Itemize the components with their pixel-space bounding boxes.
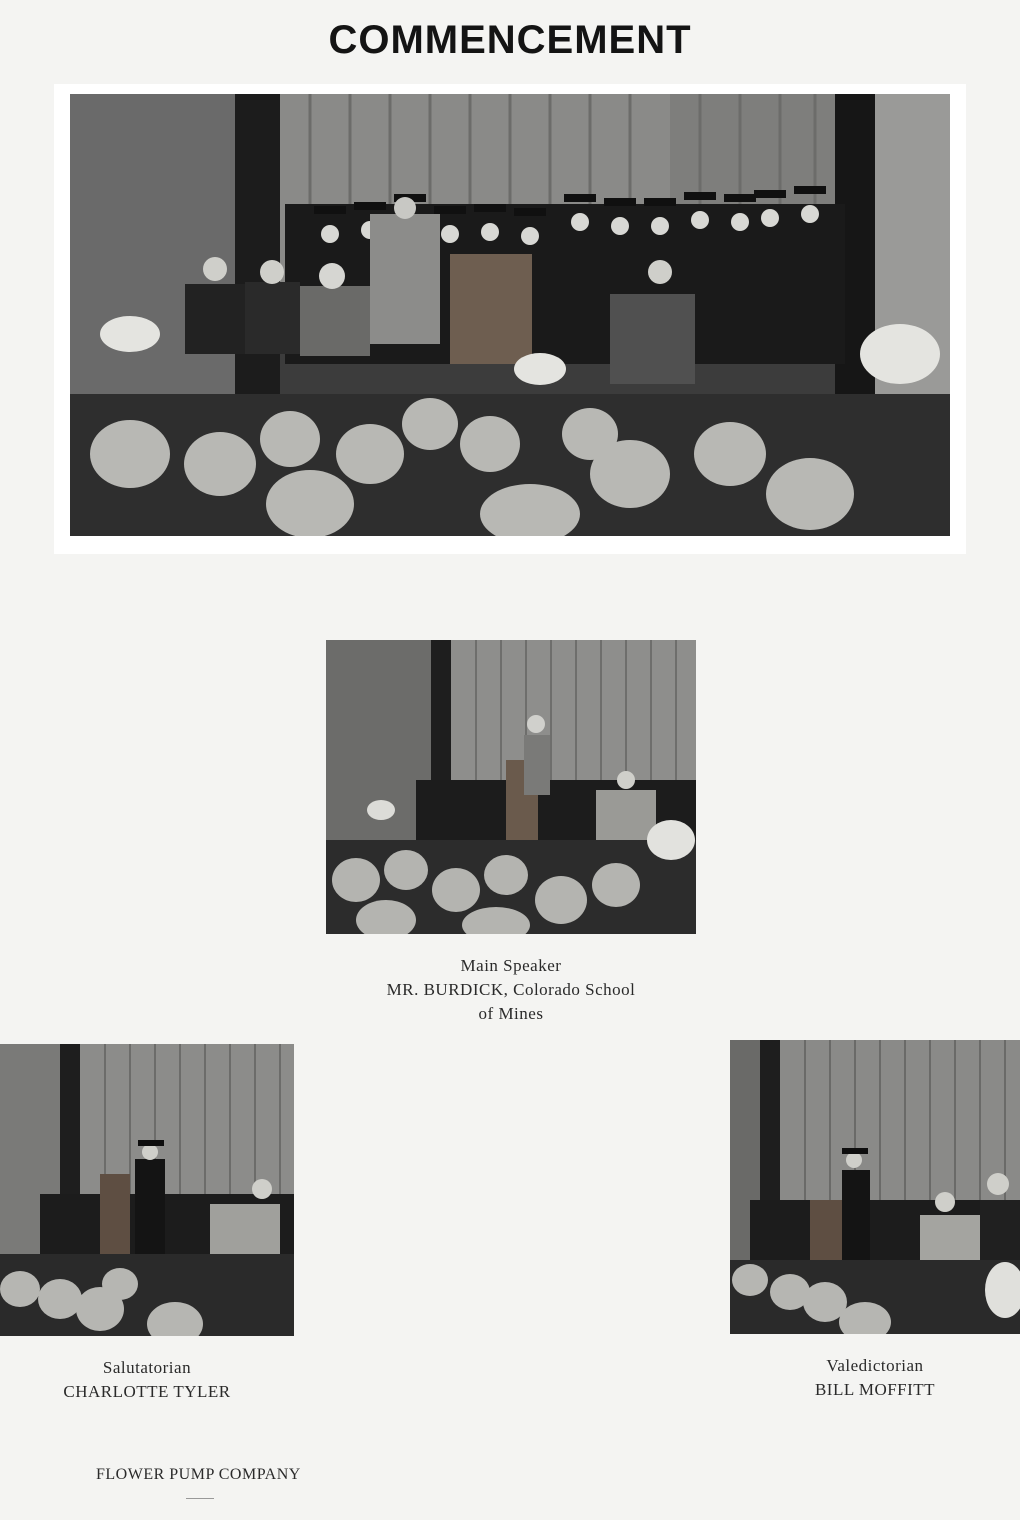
valedictorian-scene — [730, 1040, 1020, 1334]
salutatorian-role: Salutatorian — [102, 1358, 192, 1377]
salutatorian-caption — [0, 1356, 294, 1404]
valedictorian-caption — [730, 1354, 1020, 1402]
commencement-stage-photo — [70, 94, 950, 536]
main-speaker-name: MR. BURDICK, Colorado School — [386, 980, 636, 999]
speaker-scene — [326, 640, 696, 934]
valedictorian-photo — [730, 1040, 1020, 1334]
main-speaker-caption — [326, 954, 696, 1026]
main-speaker-photo — [326, 640, 696, 934]
stage-scene — [70, 94, 950, 536]
valedictorian-name: BILL MOFFITT — [814, 1380, 936, 1399]
sponsor-footer: FLOWER PUMP COMPANY — [96, 1466, 301, 1483]
valedictorian-role: Valedictorian — [826, 1356, 924, 1375]
main-speaker-affiliation: of Mines — [478, 1004, 544, 1023]
footer-rule — [186, 1498, 214, 1499]
salutatorian-scene — [0, 1044, 294, 1336]
salutatorian-photo — [0, 1044, 294, 1336]
salutatorian-name: CHARLOTTE TYLER — [63, 1382, 231, 1401]
main-speaker-role: Main Speaker — [460, 956, 562, 975]
page-title: COMMENCEMENT — [328, 18, 692, 62]
